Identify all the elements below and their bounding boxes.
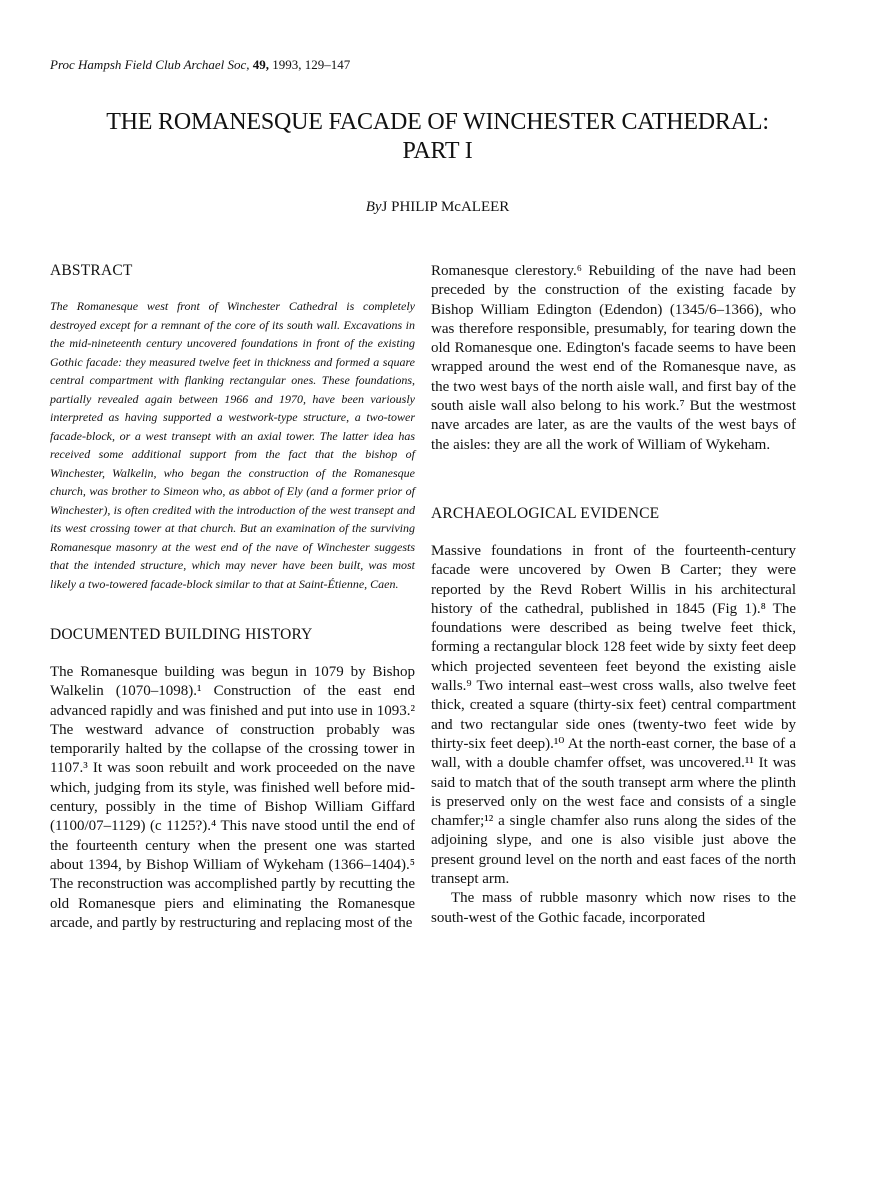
journal-volume: 49, [252, 57, 270, 72]
documented-history-heading: DOCUMENTED BUILDING HISTORY [50, 626, 313, 643]
journal-name: Proc Hampsh Field Club Archael Soc, [50, 57, 250, 72]
archaeological-paragraph-1: Massive foundations in front of the fourteenth-century facade were uncovered by Owen B Carter; they were reported by the Revd Robert Willis in his architectural history of the cathedral, published in 1845 (Fig 1).⁸ The foundations were described as being twelve feet thick, forming a rectangular block 128 feet wide by sixty feet deep which projected seventeen feet beyond the existing aisle walls.⁹ Two internal east–west cross walls, also twelve feet thick, created a square (thirty-six feet) central compartment and two rectangular side ones (twenty-two feet wide by thirty-six feet deep).¹⁰ At the north-east corner, the base of a wall, with a double chamfer offset, was uncovered.¹¹ It was said to match that of the south transept arm where the plinth is preserved only on the west face and consists of a single chamfer;¹² a single chamfer also runs along the sides of the adjoining slype, and one is also visible just above the present ground level on the north and east faces of the north transept arm. [431, 542, 796, 888]
left-column [50, 262, 415, 933]
continuation-paragraph: Romanesque clerestory.⁶ Rebuilding of the nave had been preceded by the construction of the existing facade by Bishop William Edington (Edendon) (1345/6–1366), who was therefore responsible, presumably, for tearing down the old Romanesque one. Edington's facade seems to have been wrapped around the west end of the Romanesque nave, as the two west bays of the north aisle wall, and first bay of the south aisle wall also belong to his work.⁷ But the westmost nave arcades are later, as are the vaults of the west bays of the aisles: they are all the work of William of Wykeham. [431, 263, 796, 453]
documented-history-paragraph: The Romanesque building was begun in 1079 by Bishop Walkelin (1070–1098).¹ Construction of the east end advanced rapidly and was finished and put into use in 1093.² The westward advance of construction probably was temporarily halted by the collapse of the crossing tower in 1107.³ It was soon rebuilt and work proceeded on the nave which, judging from its style, was finished well before mid-century, possibly in the time of Bishop William Giffard (1100/07–1129) (c 1125?).⁴ This nave stood until the end of the fourteenth century when the present one was started about 1394, by Bishop William of Wykeham (1366–1404).⁵ The reconstruction was accomplished partly by recutting the old Romanesque piers and eliminating the Romanesque arcade, and partly by restructuring and replacing most of the [50, 664, 415, 931]
title-line-2: PART I [402, 138, 473, 164]
title-line-1: THE ROMANESQUE FACADE OF WINCHESTER CATHEDRAL: [106, 109, 769, 135]
byline-by: By [365, 199, 382, 215]
abstract-text: The Romanesque west front of Winchester Cathedral is completely destroyed except for a remnant of the core of its south wall. Excavations in the mid-nineteenth century uncovered foundations in front of the existing Gothic facade: they measured twelve feet in thickness and formed a square central compartment with flanking rectangular ones. These foundations, partially revealed again between 1966 and 1970, have been variously interpreted as having supported a westwork-type structure, a two-tower facade-block, or a west transept with an axial tower. The latter idea has received some additional support from the fact that the bishop of Winchester, Walkelin, who began the construction of the Romanesque church, was brother to Simeon who, as abbot of Ely (and a former prior of Winchester), is often credited with the introduction of the west transept and its west crossing tower at that church. But an examination of the surviving Romanesque masonry at the west end of the nave of Winchester suggests that the intended structure, which may never have been built, was most likely a two-towered facade-block similar to that at Saint-Étienne, Caen. [50, 299, 415, 591]
right-column [431, 262, 796, 928]
byline [40, 199, 835, 216]
article-title [40, 108, 835, 166]
archaeological-evidence-heading: ARCHAEOLOGICAL EVIDENCE [431, 504, 660, 522]
running-head [50, 57, 350, 73]
abstract-heading: ABSTRACT [50, 262, 133, 279]
journal-year-pages: 1993, 129–147 [272, 57, 351, 72]
archaeological-paragraph-2: The mass of rubble masonry which now rises to the south-west of the Gothic facade, incorporated [431, 890, 796, 926]
author-name: J PHILIP McALEER [381, 199, 510, 215]
